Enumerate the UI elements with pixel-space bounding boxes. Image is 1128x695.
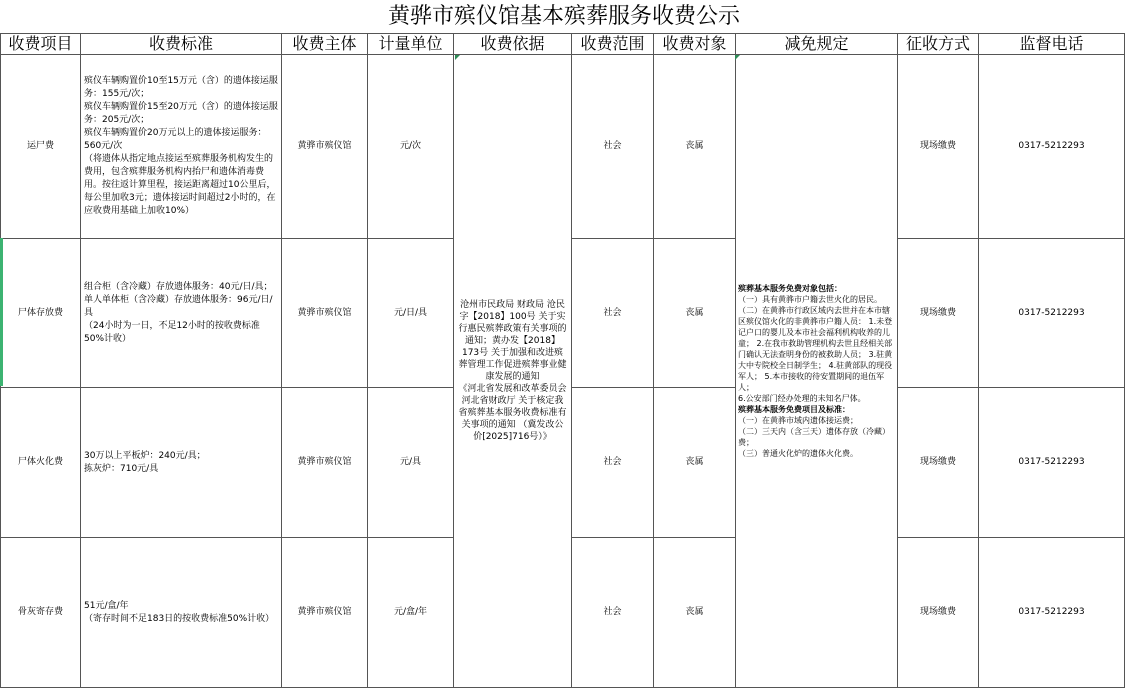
row-target: 丧属 xyxy=(654,388,736,538)
row-method: 现场缴费 xyxy=(898,388,979,538)
row-scope: 社会 xyxy=(572,388,654,538)
header-unit: 计量单位 xyxy=(368,34,454,55)
row-method: 现场缴费 xyxy=(898,538,979,688)
reduction-rules xyxy=(736,55,898,688)
comment-marker-icon xyxy=(735,55,740,60)
row-scope: 社会 xyxy=(572,538,654,688)
header-phone: 监督电话 xyxy=(979,34,1125,55)
header-standard: 收费标准 xyxy=(81,34,282,55)
comment-marker-icon xyxy=(455,55,460,60)
row-item: 尸体存放费 xyxy=(1,239,81,388)
row-method: 现场缴费 xyxy=(898,239,979,388)
fee-basis: 沧州市民政局 财政局 沧民字【2018】100号 关于实行惠民殡葬政策有关事项的通知；黄办发【2018】173号 关于加强和改进殡葬管理工作促进殡葬事业健康发展的通知 《河北省发展和改革委员会 河北省财政厅 关于核定我省殡葬基本服务收费标准有关事项的通知 （冀发改公价[2025]716号）》 xyxy=(454,55,572,688)
header-scope: 收费范围 xyxy=(572,34,654,55)
row-standard: 组合柜（含冷藏）存放遗体服务：40元/日/具； 单人单体柜（含冷藏）存放遗体服务：96元/日/具 （24小时为一日，不足12小时的按收费标准50%计收） xyxy=(81,239,282,388)
row-scope: 社会 xyxy=(572,55,654,239)
row-entity: 黄骅市殡仪馆 xyxy=(282,239,368,388)
reduction-body-2: （一）在黄骅市域内遗体接运费； （二）三天内（含三天）遗体存放（冷藏）费； （三）普通火化炉的遗体火化费。 xyxy=(738,416,890,458)
header-item: 收费项目 xyxy=(1,34,81,55)
page-title: 黄骅市殡仪馆基本殡葬服务收费公示 xyxy=(387,4,740,29)
row-item: 尸体火化费 xyxy=(1,388,81,538)
fee-table xyxy=(0,33,1125,688)
row-phone: 0317-5212293 xyxy=(979,388,1125,538)
header-entity: 收费主体 xyxy=(282,34,368,55)
row-entity: 黄骅市殡仪馆 xyxy=(282,55,368,239)
row-standard: 51元/盒/年 （寄存时间不足183日的按收费标准50%计收） xyxy=(81,538,282,688)
reduction-body-1: （一）具有黄骅市户籍去世火化的居民。 （二）在黄骅市行政区域内去世并在本市辖区殡仪馆火化的非黄骅市户籍人员： 1.未登记户口的婴儿及本市社会福利机构收养的儿童； 2.在我市救助管理机构去世且经相关部门确认无法查明身份的被救助人员； 3.驻黄大中专院校全日制学生； 4.驻黄部队的现役军人； 5.本市接收的待安置期间的退伍军人； 6.公安部门经办处理的未知名尸体。 xyxy=(738,295,893,403)
row-scope: 社会 xyxy=(572,239,654,388)
row-method: 现场缴费 xyxy=(898,55,979,239)
row-unit: 元/具 xyxy=(368,388,454,538)
row-phone: 0317-5212293 xyxy=(979,239,1125,388)
row-unit: 元/日/具 xyxy=(368,239,454,388)
table-row xyxy=(1,55,1125,239)
reduction-heading-2: 殡葬基本服务免费项目及标准： xyxy=(738,405,850,414)
row-entity: 黄骅市殡仪馆 xyxy=(282,388,368,538)
reduction-heading-1: 殡葬基本服务免费对象包括： xyxy=(738,284,842,293)
row-target: 丧属 xyxy=(654,538,736,688)
row-standard: 殡仪车辆购置价10至15万元（含）的遗体接运服务：155元/次； 殡仪车辆购置价15至20万元（含）的遗体接运服务：205元/次； 殡仪车辆购置价20万元以上的遗体接运服务：560元/次 （将遗体从指定地点接运至殡葬服务机构发生的费用，包含殡葬服务机构内抬尸和遗体消毒费用。按往返计算里程，接运距离超过10公里后，每公里加收3元；遗体接运时间超过2小时的，在应收费用基础上加收10%） xyxy=(81,55,282,239)
row-unit: 元/次 xyxy=(368,55,454,239)
header-row xyxy=(1,34,1125,55)
row-phone: 0317-5212293 xyxy=(979,55,1125,239)
header-method: 征收方式 xyxy=(898,34,979,55)
row-entity: 黄骅市殡仪馆 xyxy=(282,538,368,688)
row-standard: 30万以上平板炉：240元/具； 拣灰炉：710元/具 xyxy=(81,388,282,538)
header-target: 收费对象 xyxy=(654,34,736,55)
row-item: 骨灰寄存费 xyxy=(1,538,81,688)
row-item: 运尸费 xyxy=(1,55,81,239)
row-target: 丧属 xyxy=(654,239,736,388)
selection-marker xyxy=(0,238,3,386)
row-target: 丧属 xyxy=(654,55,736,239)
header-reduction: 减免规定 xyxy=(736,34,898,55)
header-basis: 收费依据 xyxy=(454,34,572,55)
row-unit: 元/盒/年 xyxy=(368,538,454,688)
row-phone: 0317-5212293 xyxy=(979,538,1125,688)
